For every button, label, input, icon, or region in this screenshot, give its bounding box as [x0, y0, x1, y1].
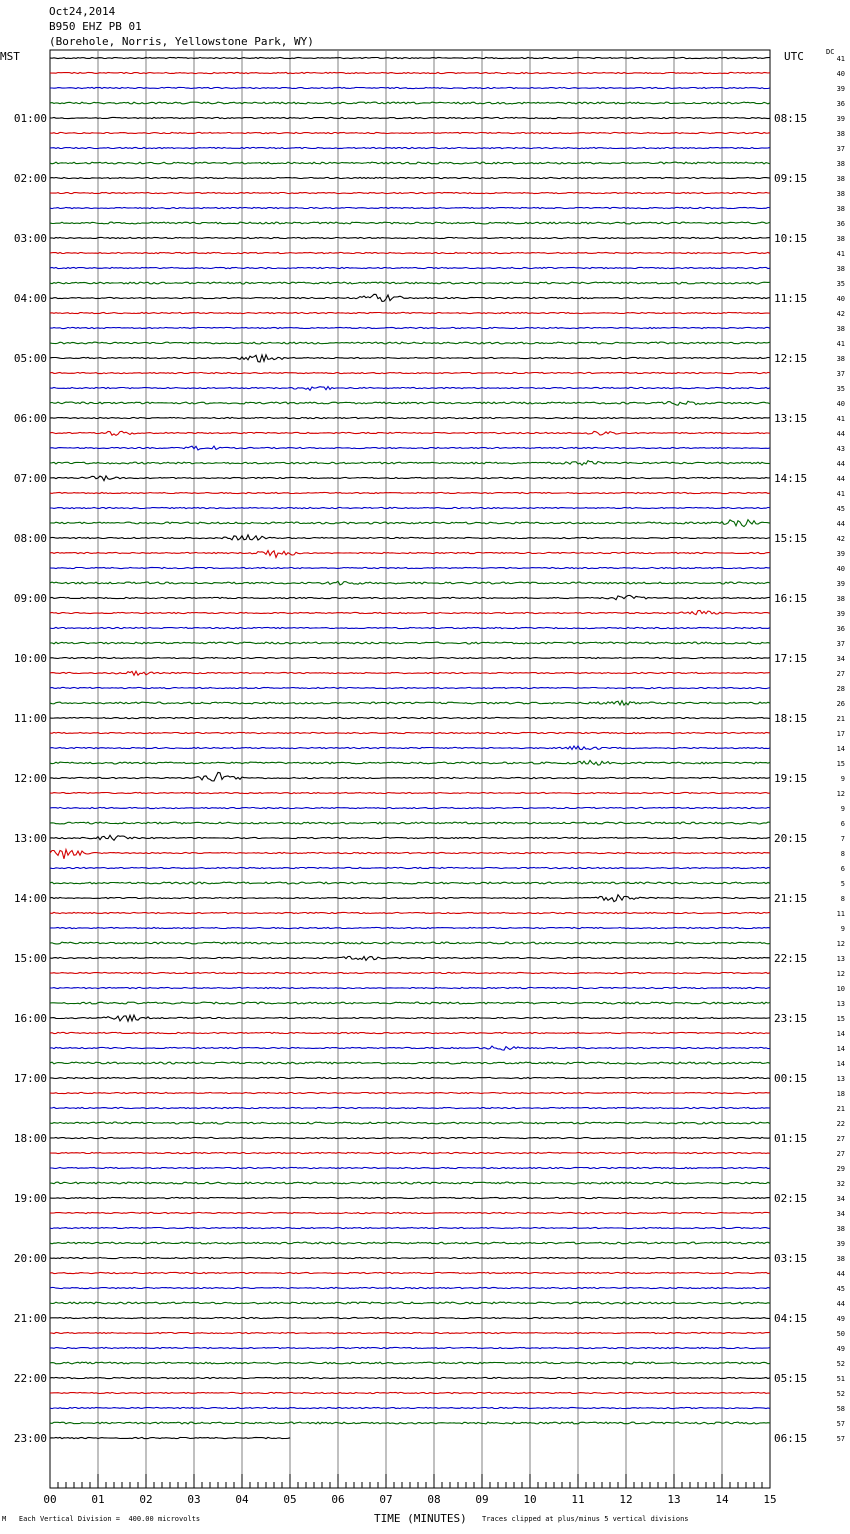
dc-offset-value: 38 [836, 160, 845, 168]
x-tick-label: 05 [283, 1493, 297, 1506]
utc-hour-label: 01:15 [774, 1132, 808, 1145]
x-tick-label: 10 [523, 1493, 537, 1506]
dc-offset-value: 27 [836, 670, 845, 678]
x-tick-label: 14 [715, 1493, 729, 1506]
utc-hour-label: 14:15 [774, 472, 808, 485]
dc-offset-value: 39 [836, 550, 845, 558]
dc-offset-value: 37 [836, 145, 845, 153]
seismic-trace [50, 222, 770, 224]
seismic-trace [50, 1362, 770, 1364]
seismic-trace [50, 972, 770, 973]
dc-offset-value: 44 [836, 1270, 845, 1278]
mst-hour-label: 19:00 [13, 1192, 47, 1205]
dc-offset-value: 40 [836, 70, 845, 78]
dc-offset-header: DC [826, 48, 835, 56]
dc-offset-value: 39 [836, 85, 845, 93]
utc-hour-label: 06:15 [774, 1432, 808, 1445]
seismic-trace [50, 1377, 770, 1378]
dc-offset-value: 18 [836, 1090, 845, 1098]
x-tick-label: 07 [379, 1493, 393, 1506]
mst-hour-label: 05:00 [13, 352, 47, 365]
dc-offset-value: 45 [836, 505, 845, 513]
dc-offset-value: 34 [836, 1210, 845, 1218]
seismic-trace [50, 595, 770, 599]
seismic-trace [50, 520, 770, 527]
dc-offset-value: 44 [836, 475, 845, 483]
x-tick-label: 04 [235, 1493, 249, 1506]
utc-hour-label: 18:15 [774, 712, 808, 725]
seismic-trace [50, 1422, 770, 1424]
seismic-trace [50, 1122, 770, 1124]
utc-hour-label: 22:15 [774, 952, 808, 965]
mst-hour-label: 02:00 [13, 172, 47, 185]
seismic-trace [50, 1332, 770, 1333]
x-tick-label: 00 [43, 1493, 57, 1506]
seismic-trace [50, 372, 770, 373]
dc-offset-value: 6 [840, 820, 845, 828]
seismic-trace [50, 927, 770, 928]
seismic-trace [50, 355, 770, 362]
dc-offset-value: 52 [836, 1360, 845, 1368]
dc-offset-value: 49 [836, 1315, 845, 1323]
dc-offset-value: 40 [836, 565, 845, 573]
x-tick-label: 09 [475, 1493, 489, 1506]
mst-hour-label: 20:00 [13, 1252, 47, 1265]
mst-hour-label: 06:00 [13, 412, 47, 425]
seismic-trace [50, 671, 770, 675]
seismic-trace [50, 207, 770, 208]
dc-offset-value: 17 [836, 730, 845, 738]
seismic-trace [50, 1347, 770, 1348]
seismic-trace [50, 57, 770, 58]
dc-offset-value: 41 [836, 55, 845, 63]
mst-hour-label: 21:00 [13, 1312, 47, 1325]
seismic-trace [50, 1407, 770, 1408]
seismic-trace [50, 822, 770, 824]
seismic-trace [50, 882, 770, 884]
seismic-trace [50, 1287, 770, 1288]
dc-offset-value: 27 [836, 1135, 845, 1143]
utc-hour-label: 08:15 [774, 112, 808, 125]
dc-offset-value: 39 [836, 580, 845, 588]
mst-hour-label: 15:00 [13, 952, 47, 965]
x-tick-label: 12 [619, 1493, 633, 1506]
seismic-trace [50, 476, 770, 481]
seismic-trace [50, 132, 770, 133]
dc-offset-value: 38 [836, 595, 845, 603]
seismic-trace [50, 177, 770, 178]
dc-offset-value: 41 [836, 415, 845, 423]
dc-offset-value: 38 [836, 175, 845, 183]
seismic-trace [50, 1302, 770, 1304]
mst-hour-label: 22:00 [13, 1372, 47, 1385]
seismic-trace [50, 1152, 770, 1153]
dc-offset-value: 38 [836, 325, 845, 333]
seismic-trace [50, 1227, 770, 1228]
mst-hour-label: 01:00 [13, 112, 47, 125]
utc-hour-label: 16:15 [774, 592, 808, 605]
seismic-trace [50, 237, 770, 238]
seismic-trace [50, 535, 770, 540]
dc-offset-value: 29 [836, 1165, 845, 1173]
date-label: Oct24,2014 [49, 5, 116, 18]
scale-prefix: M [2, 1515, 7, 1523]
x-tick-label: 01 [91, 1493, 105, 1506]
dc-offset-value: 58 [836, 1405, 845, 1413]
seismic-trace [50, 987, 770, 988]
dc-offset-value: 35 [836, 385, 845, 393]
dc-offset-value: 44 [836, 1300, 845, 1308]
dc-offset-value: 49 [836, 1345, 845, 1353]
seismic-trace [50, 1167, 770, 1168]
dc-offset-value: 13 [836, 1075, 845, 1083]
dc-offset-value: 27 [836, 1150, 845, 1158]
seismic-trace [50, 942, 770, 944]
seismic-trace [50, 1272, 770, 1273]
scale-text: Each Vertical Division = 400.00 microvolts [18, 1515, 201, 1523]
dc-offset-value: 8 [840, 850, 845, 858]
dc-offset-value: 13 [836, 955, 845, 963]
mst-hour-label: 08:00 [13, 532, 47, 545]
dc-offset-value: 41 [836, 490, 845, 498]
dc-offset-value: 41 [836, 340, 845, 348]
seismic-trace [50, 342, 770, 344]
dc-offset-value: 21 [836, 715, 845, 723]
seismic-trace [50, 835, 770, 840]
dc-offset-value: 22 [836, 1120, 845, 1128]
dc-offset-value: 9 [840, 775, 845, 783]
mst-hour-label: 16:00 [13, 1012, 47, 1025]
dc-offset-value: 35 [836, 280, 845, 288]
seismic-trace [50, 1242, 770, 1244]
seismic-trace [50, 1032, 770, 1033]
seismic-trace [50, 1046, 770, 1050]
seismic-trace [50, 772, 770, 781]
mst-hour-label: 04:00 [13, 292, 47, 305]
dc-offset-value: 45 [836, 1285, 845, 1293]
dc-offset-value: 12 [836, 790, 845, 798]
seismic-trace [50, 1092, 770, 1093]
seismic-trace [50, 867, 770, 868]
dc-offset-value: 36 [836, 100, 845, 108]
dc-offset-value: 43 [836, 445, 845, 453]
dc-offset-value: 8 [840, 895, 845, 903]
seismic-trace [50, 760, 770, 765]
seismic-trace [50, 327, 770, 328]
dc-offset-value: 9 [840, 925, 845, 933]
seismic-trace [50, 147, 770, 148]
seismic-trace [50, 72, 770, 73]
seismic-trace [50, 746, 770, 750]
dc-offset-value: 14 [836, 745, 845, 753]
dc-offset-value: 42 [836, 535, 845, 543]
seismic-trace [50, 717, 770, 718]
seismic-trace [50, 567, 770, 568]
dc-offset-value: 42 [836, 310, 845, 318]
utc-hour-label: 23:15 [774, 1012, 808, 1025]
utc-hour-label: 15:15 [774, 532, 808, 545]
seismic-trace [50, 895, 770, 902]
right-timezone-label: UTC [784, 50, 804, 63]
seismic-trace [50, 267, 770, 268]
utc-hour-label: 21:15 [774, 892, 808, 905]
dc-offset-value: 38 [836, 265, 845, 273]
mst-hour-label: 23:00 [13, 1432, 47, 1445]
mst-hour-label: 10:00 [13, 652, 47, 665]
dc-offset-value: 38 [836, 130, 845, 138]
dc-offset-value: 26 [836, 700, 845, 708]
dc-offset-value: 40 [836, 400, 845, 408]
seismic-trace [50, 417, 770, 418]
utc-hour-label: 12:15 [774, 352, 808, 365]
seismic-trace [50, 581, 770, 585]
dc-offset-value: 38 [836, 205, 845, 213]
scale-note [2, 1515, 200, 1523]
seismic-trace [50, 551, 770, 558]
seismic-trace [50, 627, 770, 628]
dc-offset-value: 6 [840, 865, 845, 873]
seismic-trace [50, 850, 770, 859]
dc-offset-value: 12 [836, 940, 845, 948]
seismic-trace [50, 87, 770, 88]
dc-offset-value: 36 [836, 625, 845, 633]
seismic-trace [50, 1212, 770, 1213]
dc-offset-value: 21 [836, 1105, 845, 1113]
seismic-trace [50, 1197, 770, 1198]
utc-hour-label: 10:15 [774, 232, 808, 245]
seismic-trace [50, 1077, 770, 1078]
seismic-trace [50, 611, 770, 615]
utc-hour-label: 19:15 [774, 772, 808, 785]
mst-hour-label: 09:00 [13, 592, 47, 605]
seismic-trace [50, 312, 770, 313]
x-tick-label: 11 [571, 1493, 585, 1506]
seismic-trace [50, 294, 770, 301]
dc-offset-value: 14 [836, 1045, 845, 1053]
dc-offset-value: 39 [836, 610, 845, 618]
mst-hour-label: 11:00 [13, 712, 47, 725]
x-tick-label: 15 [763, 1493, 777, 1506]
seismic-trace [50, 387, 770, 391]
seismic-trace [50, 1317, 770, 1318]
seismic-trace [50, 252, 770, 253]
seismic-trace [50, 1392, 770, 1393]
dc-offset-value: 38 [836, 1255, 845, 1263]
x-axis-label: TIME (MINUTES) [374, 1512, 467, 1525]
seismic-trace [50, 1182, 770, 1184]
dc-offset-value: 44 [836, 430, 845, 438]
mst-hour-label: 14:00 [13, 892, 47, 905]
dc-offset-value: 38 [836, 235, 845, 243]
utc-hour-label: 09:15 [774, 172, 808, 185]
seismic-trace [50, 1437, 290, 1438]
seismic-trace [50, 1015, 770, 1021]
utc-hour-label: 13:15 [774, 412, 808, 425]
dc-offset-value: 12 [836, 970, 845, 978]
dc-offset-value: 57 [836, 1420, 845, 1428]
seismic-trace [50, 687, 770, 688]
seismic-trace [50, 431, 770, 435]
dc-offset-value: 10 [836, 985, 845, 993]
mst-hour-label: 18:00 [13, 1132, 47, 1145]
station-label: B950 EHZ PB 01 [49, 20, 142, 33]
seismic-trace [50, 1107, 770, 1108]
seismic-trace [50, 1062, 770, 1064]
seismic-trace [50, 192, 770, 193]
seismic-trace [50, 102, 770, 104]
dc-offset-value: 28 [836, 685, 845, 693]
dc-offset-value: 38 [836, 190, 845, 198]
utc-hour-label: 03:15 [774, 1252, 808, 1265]
seismic-trace [50, 642, 770, 644]
dc-offset-value: 44 [836, 460, 845, 468]
seismic-trace [50, 282, 770, 284]
location-label: (Borehole, Norris, Yellowstone Park, WY) [49, 35, 314, 48]
x-tick-label: 06 [331, 1493, 345, 1506]
dc-offset-value: 7 [840, 835, 845, 843]
seismic-trace [50, 956, 770, 960]
dc-offset-value: 36 [836, 220, 845, 228]
mst-hour-label: 07:00 [13, 472, 47, 485]
utc-hour-label: 17:15 [774, 652, 808, 665]
utc-hour-label: 05:15 [774, 1372, 808, 1385]
dc-offset-value: 39 [836, 1240, 845, 1248]
seismic-trace [50, 446, 770, 450]
dc-offset-value: 11 [836, 910, 845, 918]
dc-offset-value: 34 [836, 655, 845, 663]
mst-hour-label: 12:00 [13, 772, 47, 785]
seismic-trace [50, 701, 770, 706]
seismic-trace [50, 492, 770, 493]
utc-hour-label: 02:15 [774, 1192, 808, 1205]
seismic-trace [50, 117, 770, 118]
dc-offset-value: 40 [836, 295, 845, 303]
clip-note: Traces clipped at plus/minus 5 vertical divisions [482, 1515, 689, 1523]
dc-offset-value: 51 [836, 1375, 845, 1383]
dc-offset-value: 52 [836, 1390, 845, 1398]
seismic-trace [50, 1257, 770, 1258]
seismic-trace [50, 162, 770, 164]
dc-offset-value: 39 [836, 115, 845, 123]
mst-hour-label: 17:00 [13, 1072, 47, 1085]
dc-offset-value: 32 [836, 1180, 845, 1188]
x-tick-label: 08 [427, 1493, 441, 1506]
utc-hour-label: 00:15 [774, 1072, 808, 1085]
dc-offset-value: 14 [836, 1060, 845, 1068]
seismic-trace [50, 401, 770, 405]
seismic-trace [50, 912, 770, 913]
seismic-trace [50, 461, 770, 466]
dc-offset-value: 50 [836, 1330, 845, 1338]
x-tick-label: 02 [139, 1493, 153, 1506]
dc-offset-value: 38 [836, 1225, 845, 1233]
dc-offset-value: 38 [836, 355, 845, 363]
seismic-trace [50, 1002, 770, 1004]
utc-hour-label: 11:15 [774, 292, 808, 305]
dc-offset-value: 5 [840, 880, 845, 888]
utc-hour-label: 04:15 [774, 1312, 808, 1325]
seismic-trace [50, 732, 770, 733]
dc-offset-value: 15 [836, 760, 845, 768]
dc-offset-value: 41 [836, 250, 845, 258]
dc-offset-value: 37 [836, 370, 845, 378]
dc-offset-value: 34 [836, 1195, 845, 1203]
dc-offset-value: 13 [836, 1000, 845, 1008]
left-timezone-label: MST [0, 50, 20, 63]
dc-offset-value: 37 [836, 640, 845, 648]
dc-offset-value: 14 [836, 1030, 845, 1038]
dc-offset-value: 9 [840, 805, 845, 813]
dc-offset-value: 44 [836, 520, 845, 528]
x-tick-label: 03 [187, 1493, 201, 1506]
seismic-trace [50, 507, 770, 508]
x-tick-label: 13 [667, 1493, 681, 1506]
mst-hour-label: 03:00 [13, 232, 47, 245]
utc-hour-label: 20:15 [774, 832, 808, 845]
mst-hour-label: 13:00 [13, 832, 47, 845]
seismic-trace [50, 1137, 770, 1138]
seismic-trace [50, 792, 770, 793]
dc-offset-value: 57 [836, 1435, 845, 1443]
seismic-trace [50, 657, 770, 658]
seismic-trace [50, 807, 770, 808]
dc-offset-value: 15 [836, 1015, 845, 1023]
